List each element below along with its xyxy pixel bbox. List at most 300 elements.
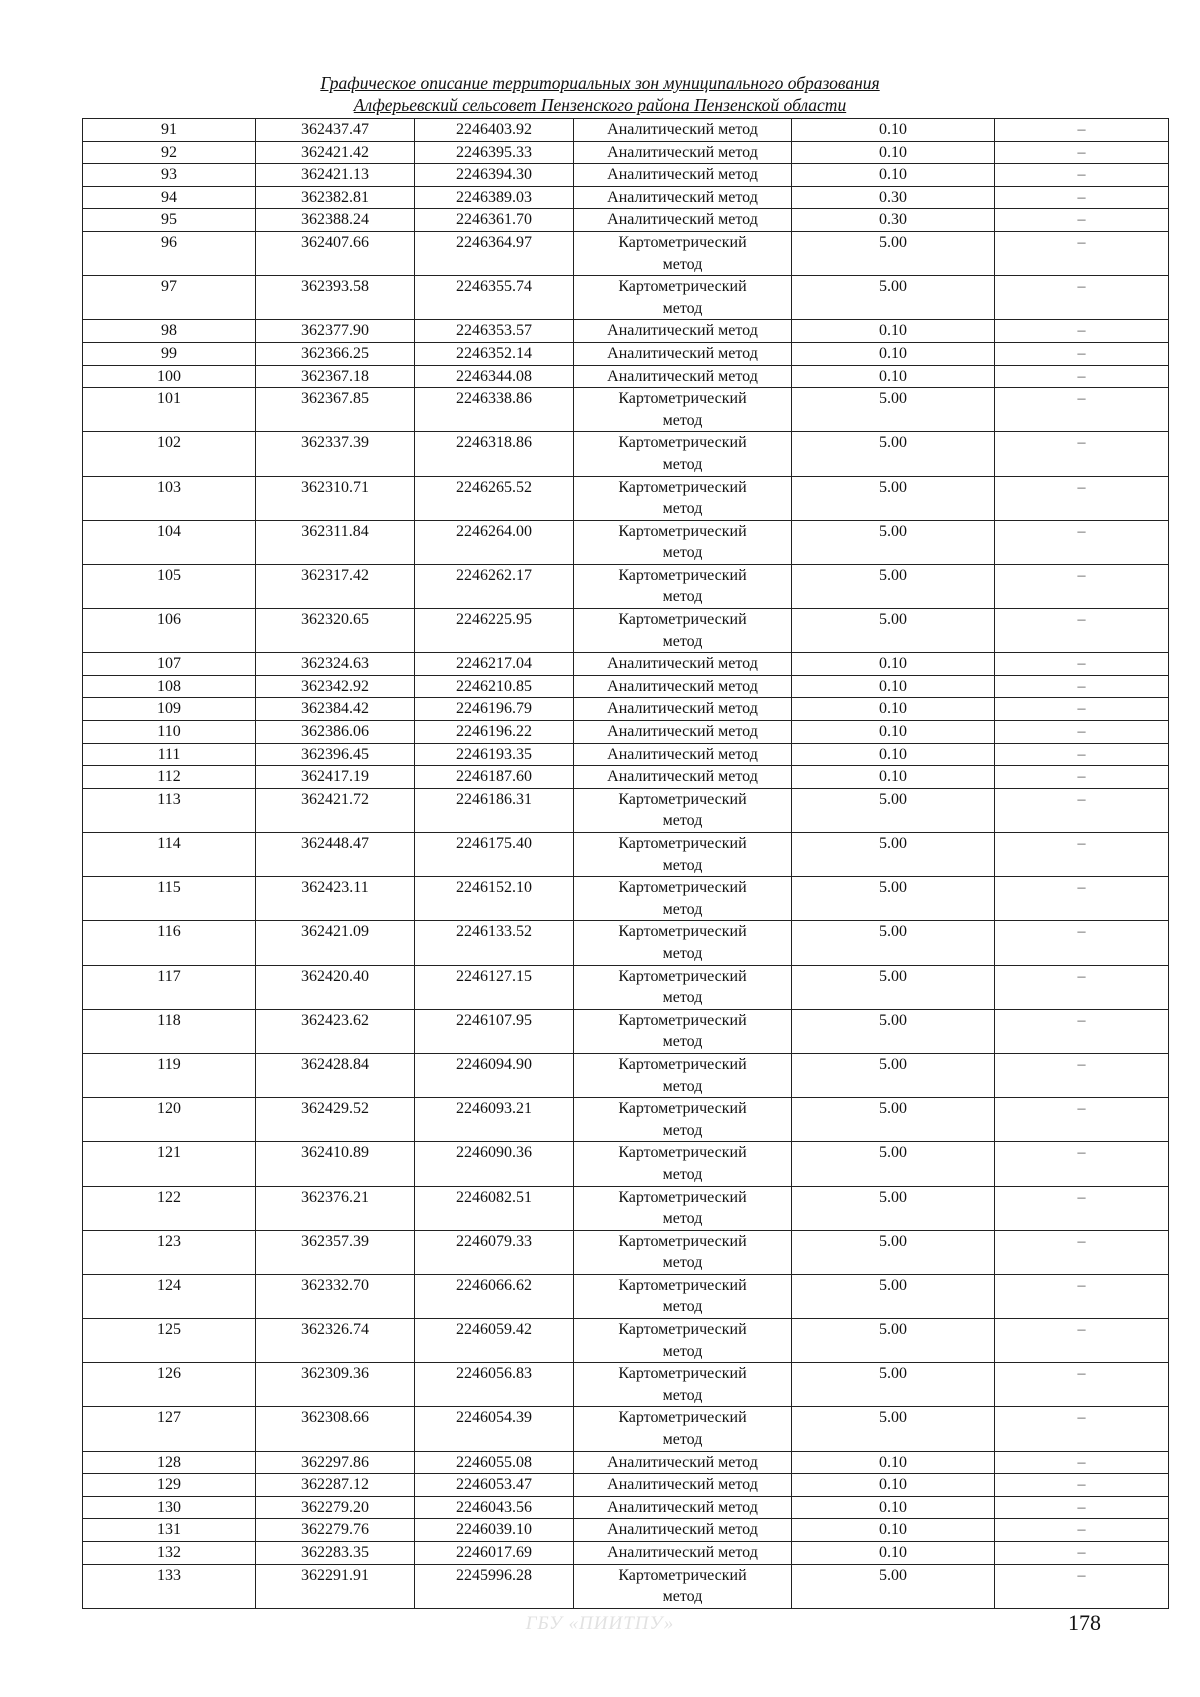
x-coordinate-cell: 362311.84 — [256, 520, 415, 564]
accuracy-cell: 5.00 — [792, 1319, 995, 1363]
x-coordinate-cell: 362423.62 — [256, 1009, 415, 1053]
note-cell: – — [995, 698, 1169, 721]
x-coordinate-cell: 362357.39 — [256, 1230, 415, 1274]
y-coordinate-cell: 2246196.22 — [415, 721, 574, 744]
method-cell: Картометрический метод — [574, 1319, 792, 1363]
method-cell: Аналитический метод — [574, 721, 792, 744]
point-number-cell: 128 — [83, 1451, 256, 1474]
accuracy-cell: 5.00 — [792, 1230, 995, 1274]
note-cell: – — [995, 520, 1169, 564]
y-coordinate-cell: 2246059.42 — [415, 1319, 574, 1363]
point-number-cell: 121 — [83, 1142, 256, 1186]
point-number-cell: 123 — [83, 1230, 256, 1274]
point-number-cell: 91 — [83, 119, 256, 142]
point-number-cell: 122 — [83, 1186, 256, 1230]
accuracy-cell: 5.00 — [792, 921, 995, 965]
x-coordinate-cell: 362382.81 — [256, 186, 415, 209]
table-row — [83, 365, 1169, 388]
table-row — [83, 1496, 1169, 1519]
y-coordinate-cell: 2246056.83 — [415, 1363, 574, 1407]
x-coordinate-cell: 362384.42 — [256, 698, 415, 721]
y-coordinate-cell: 2246055.08 — [415, 1451, 574, 1474]
method-cell: Картометрический метод — [574, 921, 792, 965]
table-row — [83, 186, 1169, 209]
x-coordinate-cell: 362421.09 — [256, 921, 415, 965]
method-cell: Картометрический метод — [574, 1053, 792, 1097]
y-coordinate-cell: 2246395.33 — [415, 141, 574, 164]
accuracy-cell: 5.00 — [792, 1363, 995, 1407]
note-cell: – — [995, 1519, 1169, 1542]
y-coordinate-cell: 2246043.56 — [415, 1496, 574, 1519]
point-number-cell: 105 — [83, 564, 256, 608]
note-cell: – — [995, 721, 1169, 744]
x-coordinate-cell: 362428.84 — [256, 1053, 415, 1097]
note-cell: – — [995, 164, 1169, 187]
x-coordinate-cell: 362326.74 — [256, 1319, 415, 1363]
x-coordinate-cell: 362407.66 — [256, 231, 415, 275]
note-cell: – — [995, 388, 1169, 432]
table-row — [83, 1451, 1169, 1474]
y-coordinate-cell: 2246262.17 — [415, 564, 574, 608]
x-coordinate-cell: 362279.20 — [256, 1496, 415, 1519]
accuracy-cell: 5.00 — [792, 432, 995, 476]
table-row — [83, 119, 1169, 142]
coordinates-table-body — [83, 119, 1169, 1609]
table-row — [83, 1274, 1169, 1318]
accuracy-cell: 0.10 — [792, 766, 995, 789]
method-cell: Аналитический метод — [574, 698, 792, 721]
x-coordinate-cell: 362317.42 — [256, 564, 415, 608]
method-cell: Аналитический метод — [574, 1474, 792, 1497]
method-cell: Аналитический метод — [574, 320, 792, 343]
table-row — [83, 1319, 1169, 1363]
accuracy-cell: 5.00 — [792, 1274, 995, 1318]
table-row — [83, 1474, 1169, 1497]
method-cell: Картометрический метод — [574, 1274, 792, 1318]
y-coordinate-cell: 2246210.85 — [415, 675, 574, 698]
note-cell: – — [995, 365, 1169, 388]
table-row — [83, 276, 1169, 320]
point-number-cell: 103 — [83, 476, 256, 520]
note-cell: – — [995, 1230, 1169, 1274]
method-cell: Картометрический метод — [574, 432, 792, 476]
accuracy-cell: 0.10 — [792, 743, 995, 766]
x-coordinate-cell: 362448.47 — [256, 833, 415, 877]
method-cell: Аналитический метод — [574, 766, 792, 789]
note-cell: – — [995, 1363, 1169, 1407]
note-cell: – — [995, 1274, 1169, 1318]
y-coordinate-cell: 2246353.57 — [415, 320, 574, 343]
method-cell: Аналитический метод — [574, 141, 792, 164]
method-cell: Аналитический метод — [574, 1496, 792, 1519]
y-coordinate-cell: 2246054.39 — [415, 1407, 574, 1451]
x-coordinate-cell: 362429.52 — [256, 1098, 415, 1142]
table-row — [83, 788, 1169, 832]
note-cell: – — [995, 877, 1169, 921]
point-number-cell: 120 — [83, 1098, 256, 1142]
x-coordinate-cell: 362309.36 — [256, 1363, 415, 1407]
accuracy-cell: 0.10 — [792, 342, 995, 365]
x-coordinate-cell: 362308.66 — [256, 1407, 415, 1451]
point-number-cell: 130 — [83, 1496, 256, 1519]
y-coordinate-cell: 2246355.74 — [415, 276, 574, 320]
y-coordinate-cell: 2246196.79 — [415, 698, 574, 721]
accuracy-cell: 5.00 — [792, 965, 995, 1009]
accuracy-cell: 0.10 — [792, 164, 995, 187]
table-row — [83, 698, 1169, 721]
note-cell: – — [995, 1542, 1169, 1565]
accuracy-cell: 5.00 — [792, 1186, 995, 1230]
point-number-cell: 129 — [83, 1474, 256, 1497]
method-cell: Картометрический метод — [574, 609, 792, 653]
x-coordinate-cell: 362417.19 — [256, 766, 415, 789]
page-number: 178 — [1068, 1610, 1101, 1635]
note-cell: – — [995, 1053, 1169, 1097]
x-coordinate-cell: 362388.24 — [256, 209, 415, 232]
accuracy-cell: 0.10 — [792, 1474, 995, 1497]
y-coordinate-cell: 2246053.47 — [415, 1474, 574, 1497]
note-cell: – — [995, 833, 1169, 877]
x-coordinate-cell: 362377.90 — [256, 320, 415, 343]
point-number-cell: 124 — [83, 1274, 256, 1318]
y-coordinate-cell: 2246364.97 — [415, 231, 574, 275]
point-number-cell: 95 — [83, 209, 256, 232]
method-cell: Картометрический метод — [574, 564, 792, 608]
accuracy-cell: 0.10 — [792, 1542, 995, 1565]
note-cell: – — [995, 609, 1169, 653]
y-coordinate-cell: 2246090.36 — [415, 1142, 574, 1186]
table-row — [83, 388, 1169, 432]
y-coordinate-cell: 2246187.60 — [415, 766, 574, 789]
accuracy-cell: 5.00 — [792, 1098, 995, 1142]
point-number-cell: 115 — [83, 877, 256, 921]
y-coordinate-cell: 2246361.70 — [415, 209, 574, 232]
y-coordinate-cell: 2246066.62 — [415, 1274, 574, 1318]
x-coordinate-cell: 362332.70 — [256, 1274, 415, 1318]
x-coordinate-cell: 362337.39 — [256, 432, 415, 476]
method-cell: Картометрический метод — [574, 476, 792, 520]
accuracy-cell: 5.00 — [792, 788, 995, 832]
note-cell: – — [995, 119, 1169, 142]
note-cell: – — [995, 1451, 1169, 1474]
y-coordinate-cell: 2246264.00 — [415, 520, 574, 564]
note-cell: – — [995, 564, 1169, 608]
accuracy-cell: 5.00 — [792, 1407, 995, 1451]
method-cell: Картометрический метод — [574, 388, 792, 432]
method-cell: Картометрический метод — [574, 520, 792, 564]
accuracy-cell: 0.10 — [792, 141, 995, 164]
method-cell: Аналитический метод — [574, 1451, 792, 1474]
table-row — [83, 766, 1169, 789]
note-cell: – — [995, 766, 1169, 789]
point-number-cell: 94 — [83, 186, 256, 209]
y-coordinate-cell: 2246225.95 — [415, 609, 574, 653]
point-number-cell: 99 — [83, 342, 256, 365]
method-cell: Картометрический метод — [574, 1363, 792, 1407]
accuracy-cell: 0.10 — [792, 365, 995, 388]
table-row — [83, 653, 1169, 676]
point-number-cell: 96 — [83, 231, 256, 275]
note-cell: – — [995, 231, 1169, 275]
accuracy-cell: 5.00 — [792, 388, 995, 432]
point-number-cell: 125 — [83, 1319, 256, 1363]
x-coordinate-cell: 362320.65 — [256, 609, 415, 653]
table-row — [83, 965, 1169, 1009]
method-cell: Картометрический метод — [574, 1564, 792, 1608]
y-coordinate-cell: 2246127.15 — [415, 965, 574, 1009]
x-coordinate-cell: 362423.11 — [256, 877, 415, 921]
x-coordinate-cell: 362421.42 — [256, 141, 415, 164]
note-cell: – — [995, 342, 1169, 365]
x-coordinate-cell: 362367.85 — [256, 388, 415, 432]
accuracy-cell: 0.30 — [792, 186, 995, 209]
x-coordinate-cell: 362396.45 — [256, 743, 415, 766]
table-row — [83, 1564, 1169, 1608]
y-coordinate-cell: 2246133.52 — [415, 921, 574, 965]
table-row — [83, 1542, 1169, 1565]
note-cell: – — [995, 965, 1169, 1009]
point-number-cell: 109 — [83, 698, 256, 721]
point-number-cell: 131 — [83, 1519, 256, 1542]
table-row — [83, 1230, 1169, 1274]
note-cell: – — [995, 1009, 1169, 1053]
point-number-cell: 127 — [83, 1407, 256, 1451]
x-coordinate-cell: 362393.58 — [256, 276, 415, 320]
point-number-cell: 133 — [83, 1564, 256, 1608]
table-row — [83, 342, 1169, 365]
table-row — [83, 1142, 1169, 1186]
note-cell: – — [995, 1186, 1169, 1230]
table-row — [83, 675, 1169, 698]
point-number-cell: 114 — [83, 833, 256, 877]
method-cell: Картометрический метод — [574, 1142, 792, 1186]
note-cell: – — [995, 1142, 1169, 1186]
x-coordinate-cell: 362279.76 — [256, 1519, 415, 1542]
method-cell: Аналитический метод — [574, 365, 792, 388]
point-number-cell: 107 — [83, 653, 256, 676]
table-row — [83, 877, 1169, 921]
point-number-cell: 118 — [83, 1009, 256, 1053]
y-coordinate-cell: 2246039.10 — [415, 1519, 574, 1542]
method-cell: Картометрический метод — [574, 1186, 792, 1230]
point-number-cell: 113 — [83, 788, 256, 832]
note-cell: – — [995, 476, 1169, 520]
document-header — [0, 72, 1200, 116]
table-row — [83, 231, 1169, 275]
table-row — [83, 921, 1169, 965]
y-coordinate-cell: 2246389.03 — [415, 186, 574, 209]
table-row — [83, 520, 1169, 564]
x-coordinate-cell: 362421.13 — [256, 164, 415, 187]
x-coordinate-cell: 362287.12 — [256, 1474, 415, 1497]
accuracy-cell: 0.10 — [792, 721, 995, 744]
x-coordinate-cell: 362420.40 — [256, 965, 415, 1009]
method-cell: Картометрический метод — [574, 1098, 792, 1142]
method-cell: Картометрический метод — [574, 965, 792, 1009]
method-cell: Аналитический метод — [574, 119, 792, 142]
accuracy-cell: 5.00 — [792, 476, 995, 520]
note-cell: – — [995, 788, 1169, 832]
y-coordinate-cell: 2246094.90 — [415, 1053, 574, 1097]
method-cell: Картометрический метод — [574, 1009, 792, 1053]
accuracy-cell: 0.10 — [792, 320, 995, 343]
note-cell: – — [995, 186, 1169, 209]
table-row — [83, 141, 1169, 164]
table-row — [83, 564, 1169, 608]
note-cell: – — [995, 320, 1169, 343]
point-number-cell: 111 — [83, 743, 256, 766]
y-coordinate-cell: 2245996.28 — [415, 1564, 574, 1608]
note-cell: – — [995, 743, 1169, 766]
header-line-1: Графическое описание территориальных зон муниципального образования — [320, 73, 880, 93]
note-cell: – — [995, 1564, 1169, 1608]
point-number-cell: 126 — [83, 1363, 256, 1407]
accuracy-cell: 5.00 — [792, 877, 995, 921]
accuracy-cell: 0.10 — [792, 698, 995, 721]
accuracy-cell: 5.00 — [792, 564, 995, 608]
point-number-cell: 97 — [83, 276, 256, 320]
method-cell: Аналитический метод — [574, 209, 792, 232]
note-cell: – — [995, 1319, 1169, 1363]
point-number-cell: 98 — [83, 320, 256, 343]
method-cell: Картометрический метод — [574, 833, 792, 877]
method-cell: Картометрический метод — [574, 877, 792, 921]
footer-organization: ГБУ «ПИИТПУ» — [525, 1613, 675, 1634]
table-row — [83, 1519, 1169, 1542]
accuracy-cell: 5.00 — [792, 1564, 995, 1608]
accuracy-cell: 5.00 — [792, 231, 995, 275]
method-cell: Картометрический метод — [574, 1230, 792, 1274]
accuracy-cell: 0.10 — [792, 119, 995, 142]
method-cell: Аналитический метод — [574, 1519, 792, 1542]
point-number-cell: 104 — [83, 520, 256, 564]
table-row — [83, 1186, 1169, 1230]
y-coordinate-cell: 2246193.35 — [415, 743, 574, 766]
y-coordinate-cell: 2246394.30 — [415, 164, 574, 187]
table-row — [83, 1363, 1169, 1407]
point-number-cell: 108 — [83, 675, 256, 698]
x-coordinate-cell: 362366.25 — [256, 342, 415, 365]
y-coordinate-cell: 2246017.69 — [415, 1542, 574, 1565]
accuracy-cell: 0.10 — [792, 653, 995, 676]
method-cell: Аналитический метод — [574, 743, 792, 766]
x-coordinate-cell: 362367.18 — [256, 365, 415, 388]
y-coordinate-cell: 2246079.33 — [415, 1230, 574, 1274]
table-row — [83, 476, 1169, 520]
table-row — [83, 432, 1169, 476]
y-coordinate-cell: 2246186.31 — [415, 788, 574, 832]
note-cell: – — [995, 432, 1169, 476]
method-cell: Картометрический метод — [574, 276, 792, 320]
point-number-cell: 93 — [83, 164, 256, 187]
accuracy-cell: 0.10 — [792, 675, 995, 698]
point-number-cell: 132 — [83, 1542, 256, 1565]
x-coordinate-cell: 362297.86 — [256, 1451, 415, 1474]
table-row — [83, 721, 1169, 744]
y-coordinate-cell: 2246107.95 — [415, 1009, 574, 1053]
note-cell: – — [995, 141, 1169, 164]
method-cell: Аналитический метод — [574, 653, 792, 676]
method-cell: Аналитический метод — [574, 186, 792, 209]
point-number-cell: 110 — [83, 721, 256, 744]
method-cell: Аналитический метод — [574, 1542, 792, 1565]
y-coordinate-cell: 2246403.92 — [415, 119, 574, 142]
accuracy-cell: 5.00 — [792, 609, 995, 653]
accuracy-cell: 0.30 — [792, 209, 995, 232]
note-cell: – — [995, 921, 1169, 965]
note-cell: – — [995, 653, 1169, 676]
table-row — [83, 1098, 1169, 1142]
point-number-cell: 101 — [83, 388, 256, 432]
table-row — [83, 1053, 1169, 1097]
point-number-cell: 100 — [83, 365, 256, 388]
y-coordinate-cell: 2246093.21 — [415, 1098, 574, 1142]
y-coordinate-cell: 2246318.86 — [415, 432, 574, 476]
note-cell: – — [995, 675, 1169, 698]
accuracy-cell: 5.00 — [792, 1053, 995, 1097]
y-coordinate-cell: 2246217.04 — [415, 653, 574, 676]
accuracy-cell: 0.10 — [792, 1519, 995, 1542]
x-coordinate-cell: 362310.71 — [256, 476, 415, 520]
accuracy-cell: 0.10 — [792, 1496, 995, 1519]
y-coordinate-cell: 2246152.10 — [415, 877, 574, 921]
y-coordinate-cell: 2246175.40 — [415, 833, 574, 877]
point-number-cell: 119 — [83, 1053, 256, 1097]
table-row — [83, 1407, 1169, 1451]
method-cell: Аналитический метод — [574, 164, 792, 187]
x-coordinate-cell: 362376.21 — [256, 1186, 415, 1230]
table-row — [83, 609, 1169, 653]
accuracy-cell: 5.00 — [792, 1142, 995, 1186]
accuracy-cell: 5.00 — [792, 833, 995, 877]
method-cell: Картометрический метод — [574, 788, 792, 832]
y-coordinate-cell: 2246265.52 — [415, 476, 574, 520]
x-coordinate-cell: 362437.47 — [256, 119, 415, 142]
x-coordinate-cell: 362342.92 — [256, 675, 415, 698]
table-row — [83, 164, 1169, 187]
y-coordinate-cell: 2246352.14 — [415, 342, 574, 365]
point-number-cell: 106 — [83, 609, 256, 653]
method-cell: Аналитический метод — [574, 675, 792, 698]
point-number-cell: 102 — [83, 432, 256, 476]
note-cell: – — [995, 1098, 1169, 1142]
x-coordinate-cell: 362410.89 — [256, 1142, 415, 1186]
table-row — [83, 743, 1169, 766]
accuracy-cell: 5.00 — [792, 276, 995, 320]
y-coordinate-cell: 2246344.08 — [415, 365, 574, 388]
x-coordinate-cell: 362283.35 — [256, 1542, 415, 1565]
accuracy-cell: 0.10 — [792, 1451, 995, 1474]
coordinates-table — [82, 118, 1169, 1609]
table-row — [83, 1009, 1169, 1053]
header-line-2: Алферьевский сельсовет Пензенского района Пензенской области — [353, 95, 847, 115]
method-cell: Картометрический метод — [574, 231, 792, 275]
x-coordinate-cell: 362324.63 — [256, 653, 415, 676]
accuracy-cell: 5.00 — [792, 1009, 995, 1053]
note-cell: – — [995, 1496, 1169, 1519]
x-coordinate-cell: 362421.72 — [256, 788, 415, 832]
point-number-cell: 112 — [83, 766, 256, 789]
accuracy-cell: 5.00 — [792, 520, 995, 564]
note-cell: – — [995, 1407, 1169, 1451]
point-number-cell: 116 — [83, 921, 256, 965]
note-cell: – — [995, 209, 1169, 232]
point-number-cell: 117 — [83, 965, 256, 1009]
x-coordinate-cell: 362386.06 — [256, 721, 415, 744]
table-row — [83, 320, 1169, 343]
note-cell: – — [995, 1474, 1169, 1497]
x-coordinate-cell: 362291.91 — [256, 1564, 415, 1608]
